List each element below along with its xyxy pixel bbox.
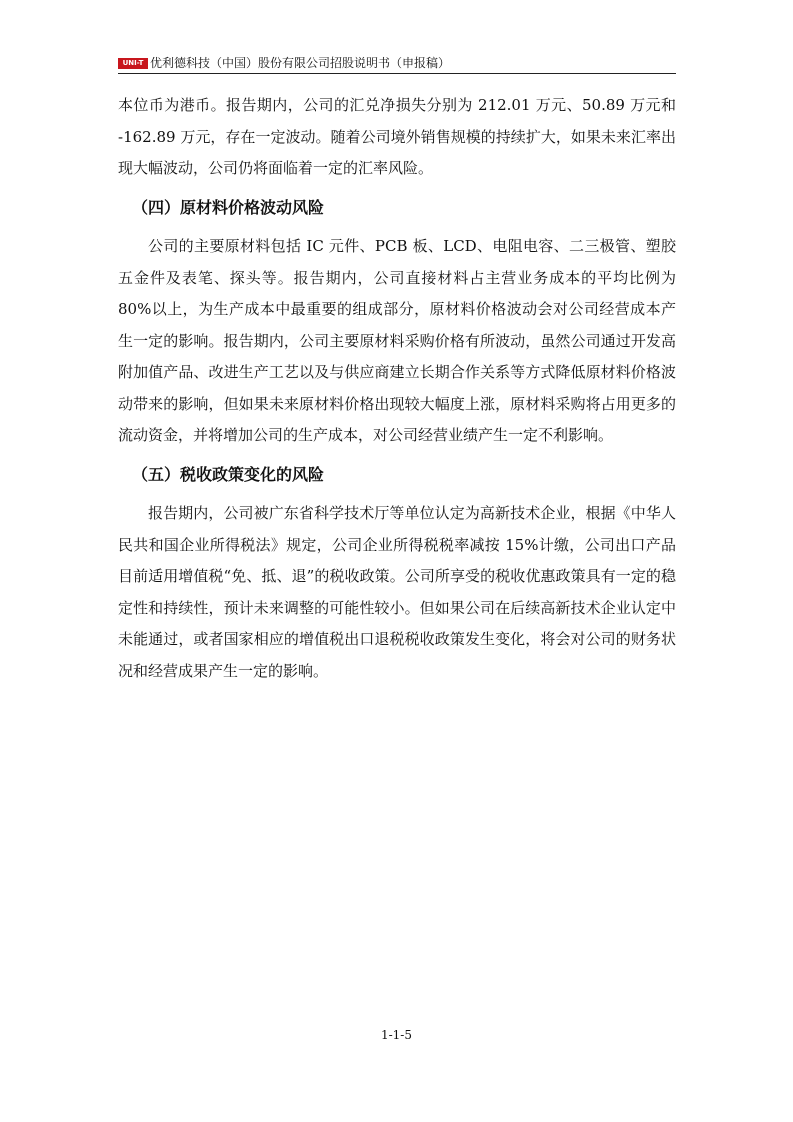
paragraph-raw-material-risk: 公司的主要原材料包括 IC 元件、PCB 板、LCD、电阻电容、二三极管、塑胶五金件及表笔、探头等。报告期内，公司直接材料占主营业务成本的平均比例为 80%以上，为生产成本中最重要的组成部分，原材料价格波动会对公司经营成本产生一定的影响。报告期内，公司主要原材料采购价格有所波动，虽然公司通过开发高附加值产品、改进生产工艺以及与供应商建立长期合作关系等方式降低原材料价格波动带来的影响，但如果未来原材料价格出现较大幅度上涨，原材料采购将占用更多的流动资金，并将增加公司的生产成本，对公司经营业绩产生一定不利影响。 xyxy=(118,237,676,444)
page-number: 1-1-5 xyxy=(380,1028,412,1042)
paragraph-tax-policy-risk: 报告期内，公司被广东省科学技术厅等单位认定为高新技术企业，根据《中华人民共和国企业所得税法》规定，公司企业所得税税率减按 15%计缴，公司出口产品目前适用增值税“免、抵、退”的税收政策。公司所享受的税收优惠政策具有一定的稳定性和持续性，预计未来调整的可能性较小。但如果公司在后续高新技术企业认定中未能通过，或者国家相应的增值税出口退税税收政策发生变化，将会对公司的财务状况和经营成果产生一定的影响。 xyxy=(118,504,676,680)
document-title: 优利德科技（中国）股份有限公司招股说明书（申报稿） xyxy=(150,56,451,70)
header-divider xyxy=(118,73,676,74)
page-body xyxy=(118,90,676,687)
section-heading-raw-material-risk: （四）原材料价格波动风险 xyxy=(132,197,325,217)
paragraph-exchange-rate-continued: 本位币为港币。报告期内，公司的汇兑净损失分别为 212.01 万元、50.89 万元和 -162.89 万元，存在一定波动。随着公司境外销售规模的持续扩大，如果未来汇率出现大幅波动，公司仍将面临着一定的汇率风险。 xyxy=(118,96,676,177)
section-heading-tax-policy-risk: （五）税收政策变化的风险 xyxy=(132,464,325,484)
company-logo: UNI-T xyxy=(118,58,148,69)
